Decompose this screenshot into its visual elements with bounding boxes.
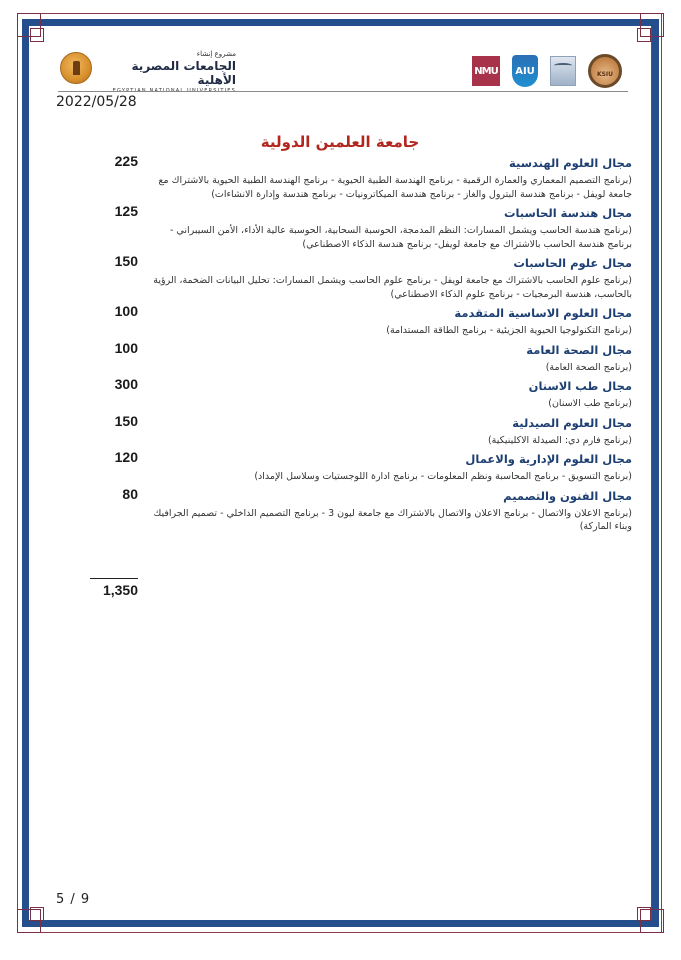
section-arts-design [40, 485, 640, 538]
section-programs: (برنامج التسويق - برنامج المحاسبة ونظم المعلومات - برنامج ادارة اللوجستيات وسلاسل الإمداد) [254, 471, 632, 482]
section-seat-count: 300 [114, 376, 138, 392]
enu-emblem-icon [60, 52, 92, 84]
section-programs: (برنامج هندسة الحاسب ويشمل المسارات: النظم المدمجة، الحوسبة السحابية، الحوسبة عالية الأداء، الأمن السيبراني - برنامج هندسة الحاسب بالاشتراك مع جامعة لويفل- برنامج هندسة الذكاء الاصطناعي) [169, 225, 632, 250]
section-seat-count: 150 [114, 253, 138, 269]
document-date: 2022/05/28 [56, 94, 137, 110]
section-seat-count: 150 [114, 412, 138, 429]
enu-wordmark [96, 50, 236, 95]
nmu-logo-icon: NMU [472, 56, 500, 86]
section-advanced-basic-sciences [40, 305, 640, 342]
aiu-logo-icon: AIU [512, 55, 538, 87]
header-divider [58, 91, 628, 92]
section-title: مجال علوم الحاسبات [513, 256, 632, 270]
section-title: مجال العلوم الهندسية [509, 156, 632, 170]
section-computer-engineering [40, 205, 640, 255]
enu-name: الجامعات المصرية الأهلية [131, 59, 236, 87]
section-seat-count: 80 [122, 485, 138, 502]
letterhead [58, 44, 628, 94]
section-engineering [40, 155, 640, 205]
section-title: مجال العلوم الصيدلية [512, 415, 632, 430]
section-seat-count: 120 [114, 449, 138, 465]
section-seat-count: 225 [114, 153, 138, 169]
partner-logos [472, 54, 622, 88]
section-programs: (برنامج الاعلان والاتصال - برنامج الاعلان والاتصال بالاشتراك مع جامعة ليون 3 - برنامج التصميم الداخلي - تصميم الجرافيك وبناء الماركة) [153, 507, 632, 532]
gu-logo-icon [550, 56, 576, 86]
total-divider [90, 578, 138, 579]
total-seat-count: 1,350 [102, 582, 138, 598]
section-title: مجال العلوم الإدارية والاعمال [465, 452, 632, 466]
section-programs: (برنامج التكنولوجيا الحيوية الجزيئية - برنامج الطاقة المستدامة) [386, 325, 632, 336]
section-programs: (برنامج الصحة العامة) [545, 361, 632, 373]
section-public-health [40, 339, 640, 379]
document-title: جامعة العلمين الدولية [260, 133, 420, 151]
ksiu-logo-icon: KSIU [588, 54, 622, 88]
section-programs: (برنامج علوم الحاسب بالاشتراك مع جامعة لويفل - برنامج علوم الحاسب ويشمل المسارات: تحليل البيانات الضخمة، الرؤية بالحاسب، هندسة البرمجيات - برنامج علوم الذكاء الاصطناعي) [153, 275, 632, 300]
section-seat-count: 100 [114, 303, 138, 319]
section-title: مجال الفنون والتصميم [503, 488, 632, 503]
section-programs: (برنامج التصميم المعماري والعمارة الرقمية - برنامج الهندسة الطبية الحيوية - برنامج الهندسة الطبية الحيوية بالاشتراك مع جامعة لويفل - برنامج هندسة البترول والغاز - برنامج هندسة الميكاترونيات - برنامج هندسة وإدارة الانشاءات) [158, 175, 632, 200]
enu-project-label: مشروع إنشاء [196, 50, 236, 58]
section-computer-science [40, 255, 640, 305]
section-title: مجال الصحة العامة [526, 342, 632, 357]
section-title: مجال طب الاسنان [528, 379, 632, 393]
enu-latin-name: EGYPTIAN NATIONAL UNIVERSITIES [112, 88, 236, 94]
section-programs: (برنامج طب الاسنان) [548, 398, 632, 409]
section-title: مجال العلوم الاساسية المتقدمة [454, 306, 632, 320]
section-title: مجال هندسة الحاسبات [503, 206, 632, 220]
section-pharmacy [40, 412, 640, 452]
section-dentistry [40, 378, 640, 415]
section-seat-count: 100 [114, 339, 138, 356]
section-programs: (برنامج فارم دي: الصيدلة الاكلينيكية) [487, 434, 632, 446]
page-number: 5 / 9 [56, 892, 91, 907]
document-page [40, 30, 640, 920]
section-business [40, 451, 640, 488]
program-sections [40, 155, 640, 538]
section-seat-count: 125 [114, 203, 138, 219]
